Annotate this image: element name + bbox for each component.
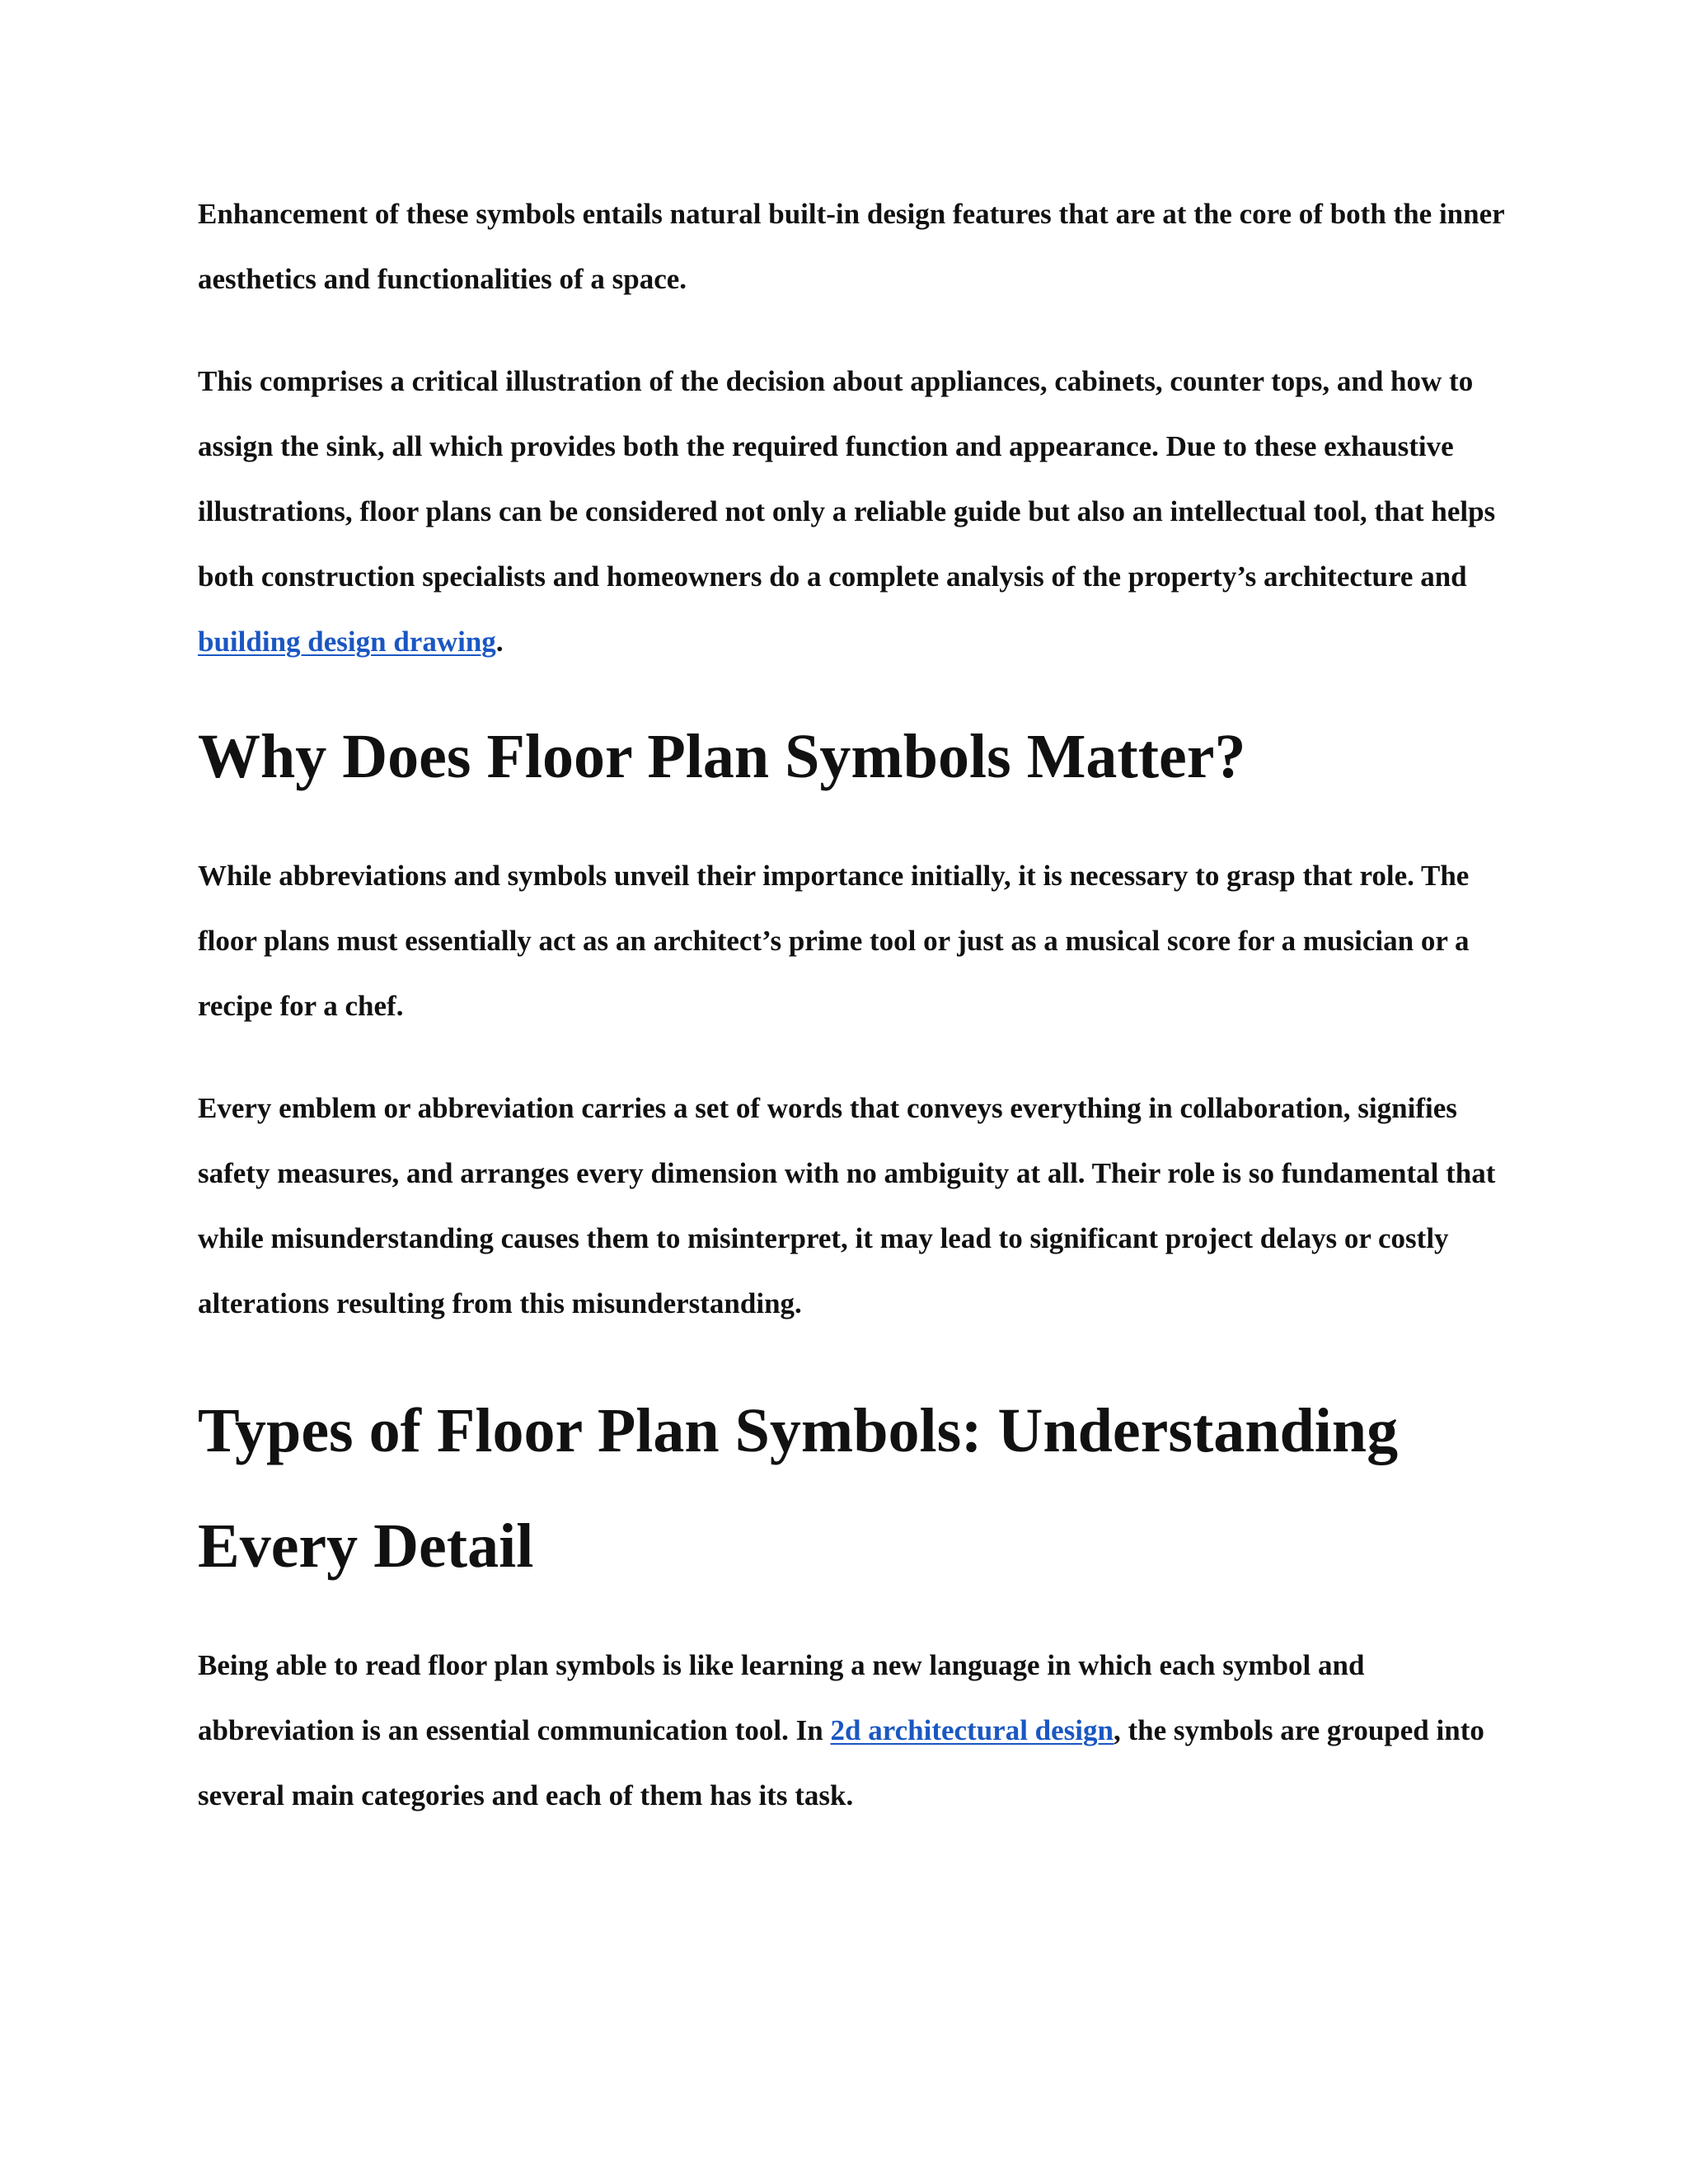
2d-architectural-design-link[interactable]: 2d architectural design [830, 1714, 1114, 1746]
heading-why-symbols-matter: Why Does Floor Plan Symbols Matter? [198, 722, 1246, 791]
paragraph-enhancement: Enhancement of these symbols entails natural built-in design features that are at the core of both the inner aesthetics and functionalities of a space. [198, 198, 1505, 295]
paragraph-abbreviations: While abbreviations and symbols unveil their importance initially, it is necessary to grasp that role. The floor plans must essentially act as an architect’s prime tool or just as a musical score for a musician or a recipe for a chef. [198, 860, 1470, 1022]
paragraph-reading-symbols-text: Being able to read floor plan symbols is like learning a new language in which each symbol and abbreviation is an essential communication tool. In [198, 1649, 1365, 1746]
paragraph-illustration-period: . [495, 626, 504, 658]
document-content [198, 181, 1517, 1828]
paragraph-reading-symbols [198, 1633, 1517, 1828]
heading-types-of-symbols: Types of Floor Plan Symbols: Understanding Every Detail [198, 1396, 1399, 1581]
paragraph-emblem: Every emblem or abbreviation carries a set of words that conveys everything in collaboration, signifies safety measures, and arranges every dimension with no ambiguity at all. Their role is so fundamental that while misunderstanding causes them to misinterpret, it may lead to significant project delays or costly alterations resulting from this misunderstanding. [198, 1092, 1496, 1319]
building-design-drawing-link[interactable]: building design drawing [198, 626, 496, 658]
paragraph-reading-symbols-end: , the symbols are grouped into several main categories and each of them has its task. [198, 1714, 1484, 1811]
paragraph-illustration-text: This comprises a critical illustration of the decision about appliances, cabinets, counter tops, and how to assign the sink, all which provides both the required function and appearance. Due to these exhaustive illustrations, floor plans can be considered not only a reliable guide but also an intellectual tool, that helps both construction specialists and homeowners do a complete analysis of the property’s architecture and [198, 365, 1496, 593]
paragraph-illustration [198, 349, 1517, 674]
